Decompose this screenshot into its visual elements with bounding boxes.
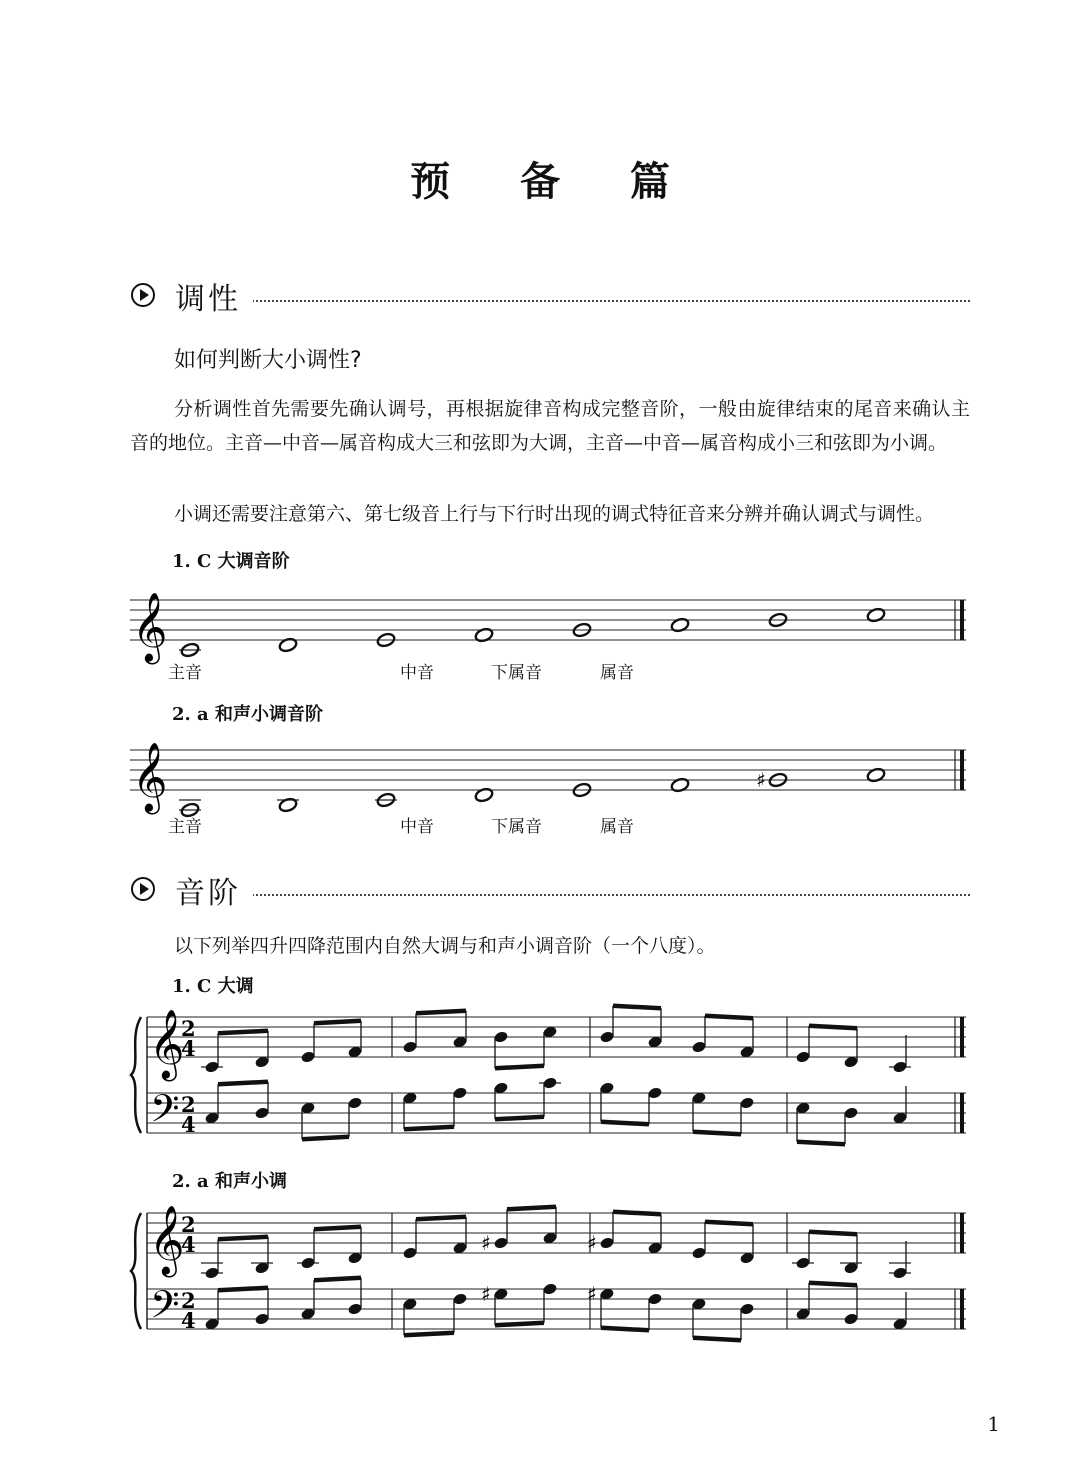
beam [314, 1227, 361, 1230]
beam [693, 1338, 741, 1341]
beam [507, 1207, 556, 1210]
sharp-accidental: ♯ [481, 1282, 491, 1306]
beam [705, 1222, 753, 1225]
degree-label-subdominant: 下属音 [491, 663, 542, 683]
whole-note [670, 617, 690, 633]
beam [613, 1006, 661, 1009]
beam [809, 1232, 857, 1235]
sharp-accidental: ♯ [587, 1282, 597, 1306]
beam [218, 1288, 268, 1291]
example-caption: 2. a 和声小调 [172, 1171, 287, 1192]
beam [218, 1237, 268, 1240]
beam [416, 1011, 466, 1014]
beam [218, 1082, 268, 1085]
beam [613, 1212, 661, 1215]
page-title: 预 备 篇 [410, 158, 698, 205]
beam [797, 1142, 845, 1145]
beam [693, 1132, 741, 1135]
subheading: 如何判断大小调性? [174, 348, 362, 373]
leader-dots [248, 894, 970, 896]
degree-label-dominant: 属音 [600, 663, 634, 683]
beam [495, 1323, 544, 1326]
treble-clef-icon: 𝄞 [132, 592, 168, 662]
paragraph-2: 小调还需要注意第六、第七级音上行与下行时出现的调式特征音来分辨并确认调式与调性。 [174, 503, 935, 525]
play-circle-icon [130, 876, 156, 902]
treble-clef-icon: 𝄞 [149, 1205, 185, 1275]
beam [314, 1021, 361, 1024]
beam [302, 1137, 349, 1140]
beam [601, 1122, 649, 1125]
beam [218, 1031, 268, 1034]
beam [809, 1283, 857, 1286]
paragraph-1: 分析调性首先需要先确认调号，再根据旋律音构成完整音阶，一般由旋律结束的尾音来确认主音的地位。主音—中音—属音构成大三和弦即为大调，主音—中音—属音构成小三和弦即为小调。 [130, 398, 970, 454]
bass-clef-icon: 𝄢 [150, 1282, 180, 1336]
section-header-scales [130, 872, 970, 912]
beam [601, 1328, 649, 1331]
time-signature-numerator: 2 [181, 1016, 196, 1041]
treble-clef-icon: 𝄞 [132, 742, 168, 812]
whole-note [474, 627, 494, 643]
page-number: 1 [987, 1412, 1000, 1436]
time-signature-numerator: 2 [181, 1288, 196, 1313]
time-signature-denominator: 4 [181, 1112, 196, 1137]
section-title: 调性 [175, 274, 253, 318]
beam [495, 1117, 544, 1120]
time-signature-denominator: 4 [181, 1036, 196, 1061]
figure-caption: 1. C 大调音阶 [172, 551, 290, 572]
degree-label-mediant: 中音 [400, 663, 434, 683]
sharp-accidental: ♯ [481, 1231, 491, 1255]
brace [131, 1213, 141, 1329]
whole-note [278, 637, 298, 653]
sharp-accidental: ♯ [587, 1231, 597, 1255]
section-title: 音阶 [175, 868, 253, 912]
beam [404, 1127, 454, 1130]
whole-note [474, 787, 494, 803]
sharp-accidental: ♯ [756, 768, 766, 792]
beam [705, 1016, 753, 1019]
degree-label-tonic: 主音 [168, 663, 202, 683]
beam [404, 1333, 454, 1336]
degree-label-mediant: 中音 [400, 817, 434, 837]
whole-note [670, 777, 690, 793]
beam [495, 1066, 544, 1069]
bass-clef-icon: 𝄢 [150, 1086, 180, 1140]
time-signature-numerator: 2 [181, 1212, 196, 1237]
degree-label-tonic: 主音 [168, 817, 202, 837]
beam [809, 1026, 857, 1029]
example-caption: 1. C 大调 [172, 976, 254, 997]
scales-intro: 以下列举四升四降范围内自然大调与和声小调音阶（一个八度）。 [174, 935, 716, 957]
whole-note [866, 767, 886, 783]
time-signature-denominator: 4 [181, 1232, 196, 1257]
brace [131, 1017, 141, 1133]
degree-label-subdominant: 下属音 [491, 817, 542, 837]
whole-note [278, 797, 298, 813]
whole-note [866, 607, 886, 623]
time-signature-numerator: 2 [181, 1092, 196, 1117]
beam [314, 1278, 361, 1281]
figure-caption: 2. a 和声小调音阶 [172, 704, 323, 725]
degree-label-dominant: 属音 [600, 817, 634, 837]
treble-clef-icon: 𝄞 [149, 1009, 185, 1079]
time-signature-denominator: 4 [181, 1308, 196, 1333]
beam [416, 1217, 466, 1220]
